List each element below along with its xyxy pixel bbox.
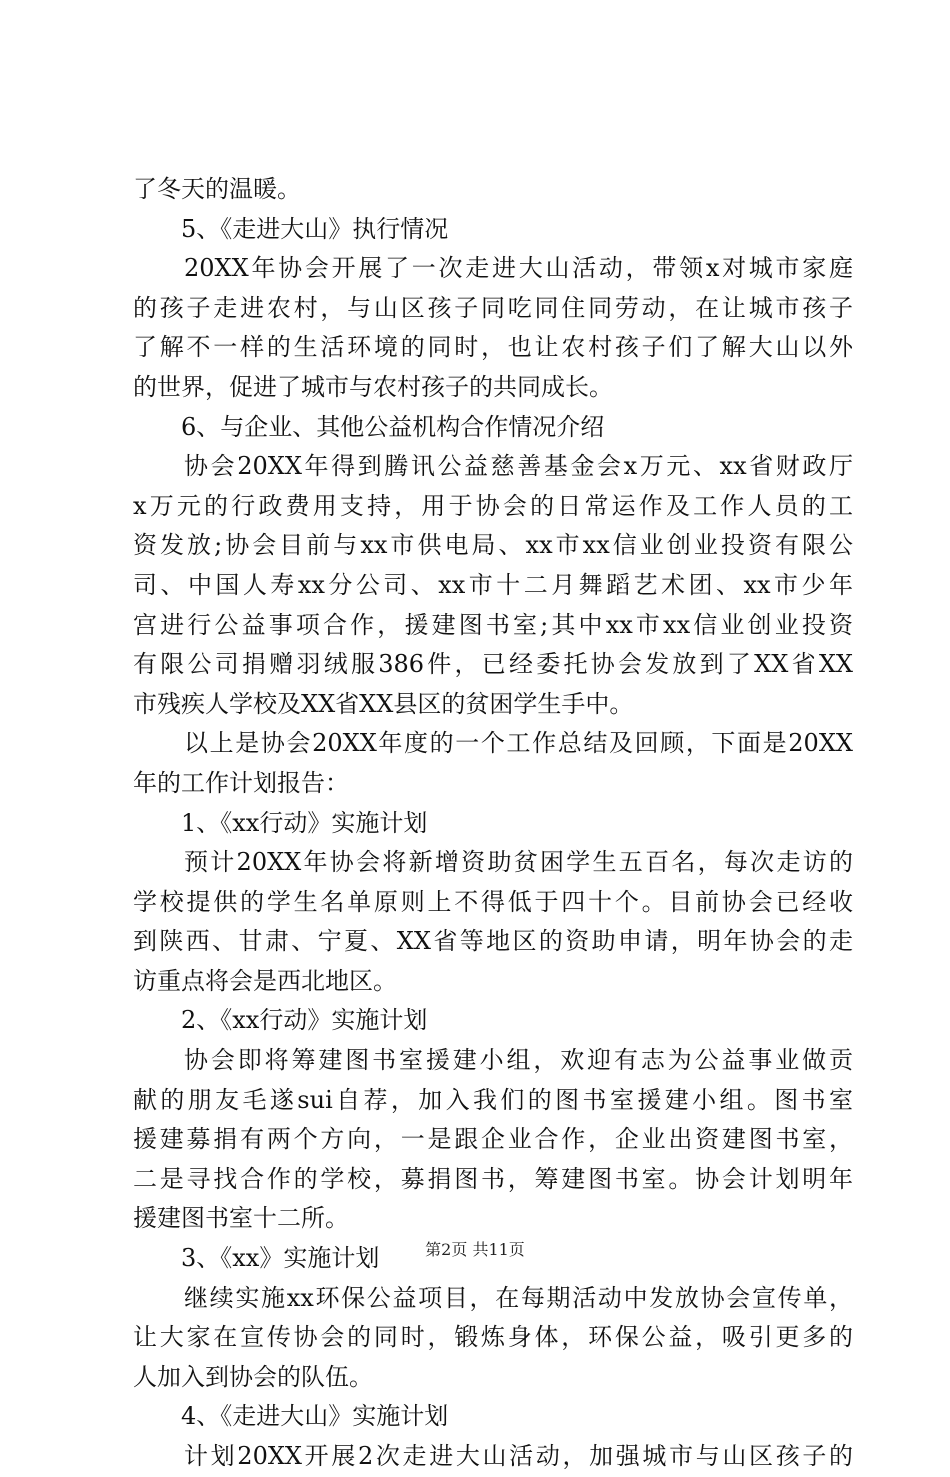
text-line: 的孩子走进农村，与山区孩子同吃同住同劳动，在让城市孩子 (133, 293, 853, 322)
text-line: 市残疾人学校及XX省XX县区的贫困学生手中。 (133, 689, 634, 718)
text-line: 了解不一样的生活环境的同时，也让农村孩子们了解大山以外 (133, 333, 853, 362)
text-line: 到陕西、甘肃、宁夏、XX省等地区的资助申请，明年协会的走 (133, 927, 853, 956)
text-line: 的世界，促进了城市与农村孩子的共同成长。 (133, 372, 613, 401)
text-line: 人加入到协会的队伍。 (133, 1362, 373, 1391)
text-line: 预计20XX年协会将新增资助贫困学生五百名，每次走访的 (184, 848, 853, 877)
section-heading: 5、《走进大山》执行情况 (181, 214, 449, 243)
text-line: 学校提供的学生名单原则上不得低于四十个。目前协会已经收 (133, 887, 853, 916)
section-heading: 1、《xx行动》实施计划 (181, 808, 428, 837)
text-line: 让大家在宣传协会的同时，锻炼身体，环保公益，吸引更多的 (133, 1323, 853, 1352)
text-line: 继续实施xx环保公益项目，在每期活动中发放协会宣传单， (184, 1283, 853, 1312)
text-line: 二是寻找合作的学校，募捐图书，筹建图书室。协会计划明年 (133, 1164, 853, 1193)
section-heading: 2、《xx行动》实施计划 (181, 1006, 428, 1035)
text-line: 20XX年协会开展了一次走进大山活动，带领x对城市家庭 (184, 254, 853, 283)
text-line: 献的朋友毛遂sui自荐，加入我们的图书室援建小组。图书室 (133, 1085, 853, 1114)
text-line: 援建图书室十二所。 (133, 1204, 349, 1233)
text-line: 宫进行公益事项合作，援建图书室;其中xx市xx信业创业投资 (133, 610, 853, 639)
section-heading: 4、《走进大山》实施计划 (181, 1402, 449, 1431)
text-line: 年的工作计划报告： (133, 768, 349, 797)
document-body (133, 170, 853, 1477)
text-line: 资发放;协会目前与xx市供电局、xx市xx信业创业投资有限公 (133, 531, 853, 560)
text-line: 协会20XX年得到腾讯公益慈善基金会x万元、xx省财政厅 (184, 452, 853, 481)
text-line: 了冬天的温暖。 (133, 175, 301, 203)
text-line: 访重点将会是西北地区。 (133, 966, 397, 995)
section-heading: 6、与企业、其他公益机构合作情况介绍 (181, 412, 605, 441)
text-line: x万元的行政费用支持，用于协会的日常运作及工作人员的工 (133, 491, 853, 520)
section-heading: 3、《xx》实施计划 (181, 1244, 380, 1273)
text-line: 协会即将筹建图书室援建小组，欢迎有志为公益事业做贡 (184, 1046, 853, 1075)
text-line: 有限公司捐赠羽绒服386件，已经委托协会发放到了XX省XX (133, 650, 853, 679)
text-line: 以上是协会20XX年度的一个工作总结及回顾，下面是20XX (184, 729, 853, 758)
text-line: 计划20XX开展2次走进大山活动，加强城市与山区孩子的 (184, 1442, 853, 1470)
page-indicator: 第2页 共11页 (425, 1240, 525, 1259)
text-line: 援建募捐有两个方向，一是跟企业合作，企业出资建图书室， (133, 1125, 853, 1154)
text-line: 司、中国人寿xx分公司、xx市十二月舞蹈艺术团、xx市少年 (133, 570, 853, 599)
